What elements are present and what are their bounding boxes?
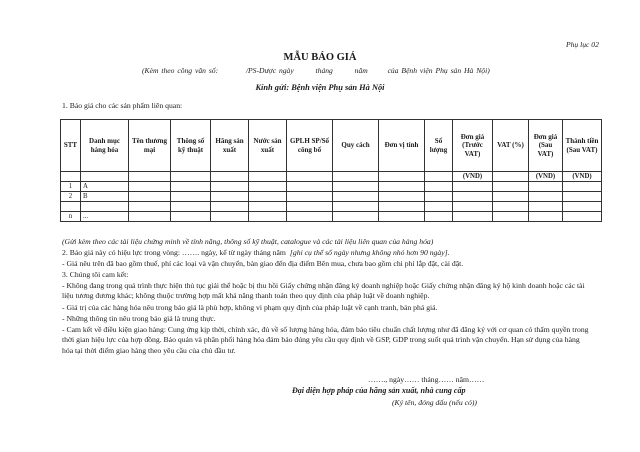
row-stt: 1 [61, 182, 81, 192]
header-manufacturer: Hãng sản xuất [211, 120, 249, 172]
section-1-heading: 1. Báo giá cho các sản phẩm liên quan: [62, 101, 183, 110]
reference-part-3: tháng [315, 66, 333, 75]
reference-part-4: năm [354, 66, 368, 75]
appendix-label: Phụ lục 02 [566, 40, 599, 49]
header-packaging: Quy cách [333, 120, 379, 172]
commitment-heading: 3. Chúng tôi cam kết: [62, 270, 129, 279]
currency-label: (VND) [563, 172, 602, 182]
representative-title: Đại diện hợp pháp của hãng sản xuất, nhà cung cấp [292, 386, 466, 395]
recipient-line: Kính gửi: Bệnh viện Phụ sản Hà Nội [255, 83, 385, 92]
row-item [81, 202, 129, 212]
commitment-item: - Giá trị của các hàng hóa nêu trong báo giá là phù hợp, không vi phạm quy định của pháp luật về cạnh tranh, bán phá giá. [62, 303, 438, 312]
row-item: ... [81, 212, 129, 222]
table-row [61, 192, 602, 202]
currency-label: (VND) [529, 172, 563, 182]
signature-note: (Ký tên, đóng dấu (nếu có)) [392, 398, 477, 407]
commitment-item: - Cam kết về điều kiện giao hàng: Cung ứng kịp thời, chính xác, đủ về số lượng hàng hóa, đảm bảo tiêu chuẩn chất lượng như đã đăng ký với cơ quan có thẩm quyền trong thời gian hiệu lực của hợp đồng. Bảo quản và phân phối hàng hóa đảm bảo đúng yêu cầu quy định về GSP, GDP trong suốt quá trình vận chuyển. Hạn sử dụng của hàng hóa tại thời điểm giao hàng theo yêu cầu của chủ đầu tư. [62, 325, 589, 355]
quote-table [60, 119, 602, 222]
validity-line [62, 248, 450, 258]
reference-line [142, 66, 490, 75]
currency-label: (VND) [453, 172, 493, 182]
attachment-note: (Gửi kèm theo các tài liệu chứng minh về tính năng, thông số kỹ thuật, catalogue và các tài liệu liên quan của hàng hóa) [62, 237, 434, 246]
header-trade-name: Tên thương mại [129, 120, 171, 172]
reference-part-2: /PS-Dược ngày [245, 66, 294, 75]
header-item-list: Danh mục hàng hóa [81, 120, 129, 172]
row-stt: 2 [61, 192, 81, 202]
row-stt [61, 202, 81, 212]
validity-text: 2. Báo giá này có hiệu lực trong vòng: ……. ngày, kể từ ngày tháng năm [62, 248, 286, 257]
header-specs: Thông số kỹ thuật [171, 120, 211, 172]
document-title: MẪU BÁO GIÁ [283, 52, 357, 63]
signature-date-line: ……., ngày…… tháng…… năm…… [368, 375, 485, 384]
commitment-item: - Không đang trong quá trình thực hiện thủ tục giải thể hoặc bị thu hồi Giấy chứng nhận đăng ký doanh nghiệp hoặc Giấy chứng nhận đăng ký hộ kinh doanh hoặc các tài liệu tương đương khác; không thuộc trường hợp mất khả năng thanh toán theo quy định của pháp luật về doanh nghiệp. [62, 281, 585, 301]
header-country: Nước sản xuất [249, 120, 287, 172]
commitment-item: - Những thông tin nêu trong báo giá là trung thực. [62, 314, 216, 323]
header-total-post-vat: Thành tiền (Sau VAT) [563, 120, 602, 172]
row-stt: n [61, 212, 81, 222]
reference-part-5: của Bệnh viện Phụ sản Hà Nội) [387, 66, 490, 75]
table-row [61, 212, 602, 222]
header-stt: STT [61, 120, 81, 172]
pricing-note: - Giá nêu trên đã bao gồm thuế, phí các loại và vận chuyển, bàn giao đến địa điểm Bên mua, chưa bao gồm chi phí lắp đặt, cài đặt. [62, 259, 464, 268]
currency-row [61, 172, 602, 182]
header-unit: Đơn vị tính [379, 120, 425, 172]
header-license: GPLH SP/Số công bố [287, 120, 333, 172]
header-price-post-vat: Đơn giá (Sau VAT) [529, 120, 563, 172]
table-row [61, 182, 602, 192]
header-price-pre-vat: Đơn giá (Trước VAT) [453, 120, 493, 172]
reference-part-1: (Kèm theo công văn số: [142, 66, 219, 75]
row-item: A [81, 182, 129, 192]
table-header-row [61, 120, 602, 172]
table-row [61, 202, 602, 212]
row-item: B [81, 192, 129, 202]
header-quantity: Số lượng [425, 120, 453, 172]
header-vat: VAT (%) [493, 120, 529, 172]
validity-hint: [ghi cụ thể số ngày nhưng không nhỏ hơn 90 ngày]. [289, 248, 450, 257]
